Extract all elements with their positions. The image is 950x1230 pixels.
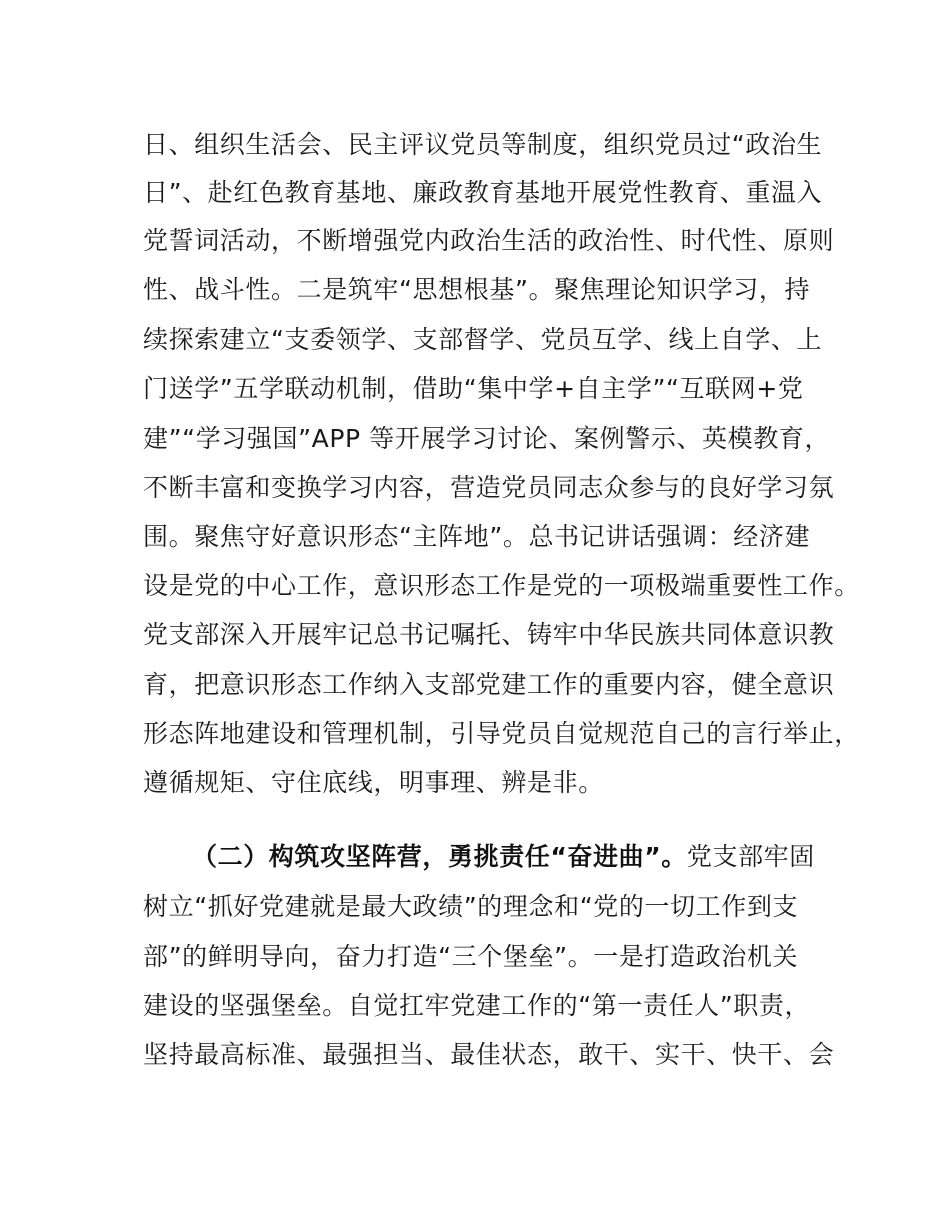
- paragraph-line: 部”的鲜明导向，奋力打造“三个堡垒”。一是打造政治机关: [143, 942, 799, 971]
- paragraph-line: 党誓词活动，不断增强党内政治生活的政治性、时代性、原则: [143, 226, 835, 255]
- paragraph-line: 党支部深入开展牢记总书记嘱托、铸牢中华民族共同体意识教: [143, 620, 835, 649]
- paragraph-line: 育，把意识形态工作纳入支部党建工作的重要内容，健全意识: [143, 670, 835, 699]
- paragraph-line: 续探索建立“支委领学、支部督学、党员互学、线上自学、上: [143, 325, 823, 354]
- paragraph-line: 建”“学习强国”APP 等开展学习讨论、案例警示、英模教育，: [143, 424, 831, 453]
- paragraph-line: 树立“抓好党建就是最大政绩”的理念和“党的一切工作到支: [143, 892, 799, 921]
- paragraph-line: 建设的坚强堡垒。自觉扛牢党建工作的“第一责任人”职责，: [143, 991, 811, 1020]
- paragraph-line: 设是党的中心工作，意识形态工作是党的一项极端重要性工作。: [143, 571, 860, 600]
- paragraph-line: 门送学”五学联动机制，借助“集中学+自主学”“互联网+党: [143, 374, 804, 403]
- section-heading: （二）构筑攻坚阵营，勇挑责任“奋进曲”。: [192, 842, 687, 871]
- paragraph-line: 不断丰富和变换学习内容，营造党员同志众参与的良好学习氛: [143, 473, 835, 502]
- paragraph-line-rest: 党支部牢固: [686, 842, 815, 871]
- paragraph-line: 围。聚焦守好意识形态“主阵地”。总书记讲话强调：经济建: [143, 522, 811, 551]
- paragraph-first-line: [192, 839, 832, 875]
- paragraph-line: 日”、赴红色教育基地、廉政教育基地开展党性教育、重温入: [143, 178, 823, 207]
- paragraph-line: 形态阵地建设和管理机制，引导党员自觉规范自己的言行举止，: [143, 719, 860, 748]
- paragraph-line: 日、组织生活会、民主评议党员等制度，组织党员过“政治生: [143, 130, 823, 159]
- paragraph-line: 坚持最高标准、最强担当、最佳状态，敢干、实干、快干、会: [143, 1040, 835, 1069]
- paragraph-line: 遵循规矩、守住底线，明事理、辨是非。: [143, 768, 604, 797]
- paragraph-line: 性、战斗性。二是筑牢“思想根基”。聚焦理论知识学习，持: [143, 275, 811, 304]
